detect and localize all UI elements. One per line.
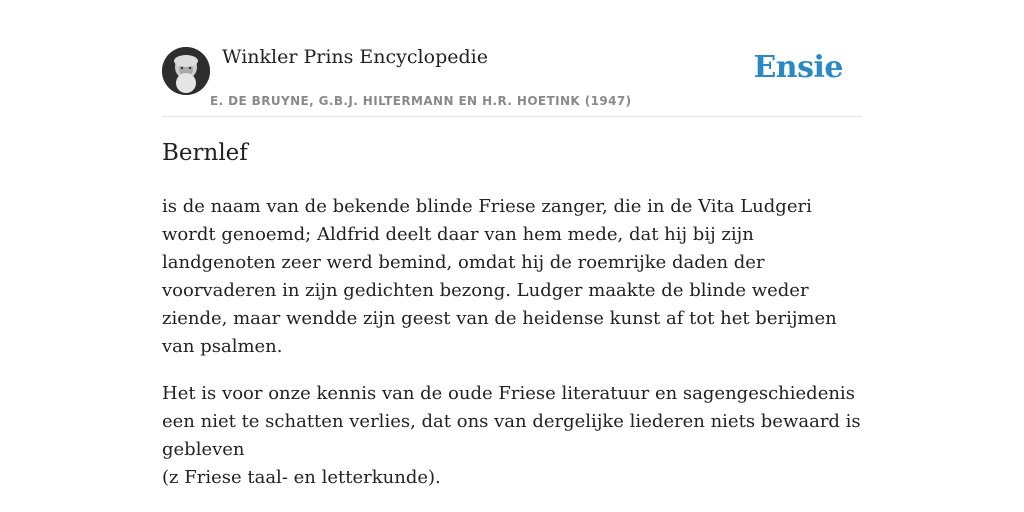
paragraph-2-text: Het is voor onze kennis van de oude Friese literatuur en sagengeschiedenis een niet te schatten verlies, dat ons van dergelijke liederen niets bewaard is gebleven	[162, 383, 861, 460]
author-portrait-icon	[162, 47, 210, 95]
entry-content	[162, 193, 862, 511]
paragraph-1: is de naam van de bekende blinde Friese zanger, die in de Vita Ludgeri wordt genoemd; Aldfrid deelt daar van hem mede, dat hij bij zijn landgenoten zeer werd bemind, omdat hij de roemrijke daden der voorvaderen in zijn gedichten bezong. Ludger maakte de blinde weder ziende, maar wendde zijn geest van de heidense kunst af tot het berijmen van psalmen.	[162, 196, 837, 357]
xref-close: ).	[428, 467, 441, 488]
xref-marker: z	[169, 467, 179, 488]
entry-title: Bernlef	[162, 140, 248, 166]
credits: E. DE BRUYNE, G.B.J. HILTERMANN EN H.R. HOETINK (1947)	[210, 94, 632, 108]
header	[162, 0, 862, 117]
xref-link[interactable]: Friese taal- en letterkunde	[184, 467, 428, 488]
paragraph-2	[162, 380, 862, 492]
brand-logo[interactable]: Ensie	[753, 50, 843, 85]
site-title[interactable]: Winkler Prins Encyclopedie	[222, 46, 488, 68]
xref-open: (	[162, 467, 170, 488]
page-container	[162, 0, 862, 488]
